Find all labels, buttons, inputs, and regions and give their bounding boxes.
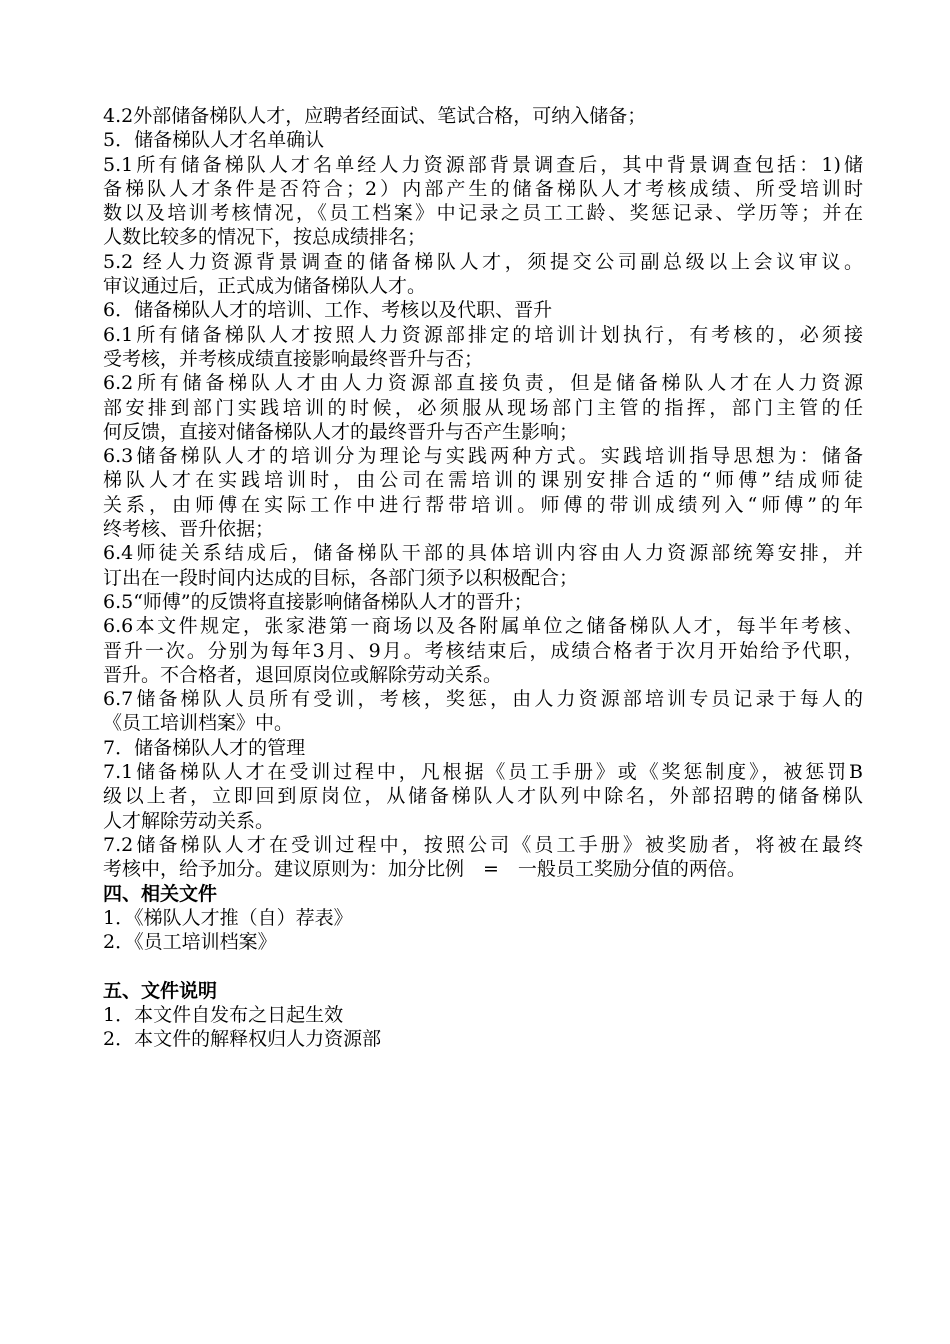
text-line: 梯队人才在实践培训时，由公司在需培训的课别安排合适的“师傅”结成师徒 bbox=[103, 469, 863, 492]
text-line: 7．储备梯队人才的管理 bbox=[103, 736, 306, 759]
text-line: 7.1储备梯队人才在受训过程中，凡根据《员工手册》或《奖惩制度》，被惩罚B bbox=[103, 761, 863, 784]
text-line: 数以及培训考核情况，《员工档案》中记录之员工工龄、奖惩记录、学历等；并在 bbox=[103, 202, 863, 225]
text-line: 何反馈，直接对储备梯队人才的最终晋升与否产生影响； bbox=[103, 420, 579, 443]
text-line: 关系，由师傅在实际工作中进行帮带培训。师傅的带训成绩列入“师傅”的年 bbox=[103, 493, 863, 516]
section-4-item-1: 1．《梯队人才推（自）荐表》 bbox=[103, 906, 353, 929]
text-line: 级以上者，立即回到原岗位，从储备梯队人才队列中除名，外部招聘的储备梯队 bbox=[103, 785, 863, 808]
section-4-heading: 四、相关文件 bbox=[103, 882, 218, 905]
blank-spacer bbox=[103, 954, 863, 978]
section-5-item-1: 1．本文件自发布之日起生效 bbox=[103, 1003, 344, 1026]
text-line: 7.2储备梯队人才在受训过程中，按照公司《员工手册》被奖励者，将被在最终 bbox=[103, 833, 863, 856]
text-line: 审议通过后，正式成为储备梯队人才。 bbox=[103, 275, 427, 298]
text-line: 5.1所有储备梯队人才名单经人力资源部背景调查后，其中背景调查包括：1)储 bbox=[103, 153, 863, 176]
text-line: 6.4师徒关系结成后，储备梯队干部的具体培训内容由人力资源部统筹安排，并 bbox=[103, 542, 863, 565]
text-line: 6.6本文件规定，张家港第一商场以及各附属单位之储备梯队人才，每半年考核、 bbox=[103, 615, 863, 638]
document-body bbox=[103, 104, 863, 882]
text-line: 受考核，并考核成绩直接影响最终晋升与否； bbox=[103, 347, 484, 370]
text-line: 部安排到部门实践培训的时候，必须服从现场部门主管的指挥，部门主管的任 bbox=[103, 396, 863, 419]
text-line: 晋升一次。分别为每年3月、9月。考核结束后，成绩合格者于次月开始给予代职， bbox=[103, 639, 863, 662]
text-line: 4.2外部储备梯队人才，应聘者经面试、笔试合格，可纳入储备； bbox=[103, 105, 647, 127]
text-line: 6.2所有储备梯队人才由人力资源部直接负责，但是储备梯队人才在人力资源 bbox=[103, 372, 863, 395]
text-line: 备梯队人才条件是否符合；2）内部产生的储备梯队人才考核成绩、所受培训时 bbox=[103, 177, 863, 200]
text-line: 5.2 经人力资源背景调查的储备梯队人才，须提交公司副总级以上会议审议。 bbox=[103, 250, 863, 273]
document-page bbox=[103, 104, 863, 1052]
text-line: 5．储备梯队人才名单确认 bbox=[103, 129, 325, 152]
text-line: 6.1所有储备梯队人才按照人力资源部排定的培训计划执行，有考核的，必须接 bbox=[103, 323, 863, 346]
text-line: 晋升。不合格者，退回原岗位或解除劳动关系。 bbox=[103, 663, 503, 686]
section-5-item-2: 2．本文件的解释权归人力资源部 bbox=[103, 1028, 382, 1051]
text-line: 6.3储备梯队人才的培训分为理论与实践两种方式。实践培训指导思想为：储备 bbox=[103, 445, 863, 468]
text-line: 终考核、晋升依据； bbox=[103, 518, 275, 541]
section-5-heading: 五、文件说明 bbox=[103, 979, 218, 1002]
section-4-item-2: 2．《员工培训档案》 bbox=[103, 931, 277, 954]
text-line: 考核中，给予加分。建议原则为：加分比例 = 一般员工奖励分值的两倍。 bbox=[103, 858, 746, 881]
text-line: 6.5“师傅”的反馈将直接影响储备梯队人才的晋升； bbox=[103, 590, 533, 613]
text-line: 《员工培训档案》中。 bbox=[103, 712, 294, 735]
text-line: 6.7储备梯队人员所有受训，考核，奖惩，由人力资源部培训专员记录于每人的 bbox=[103, 688, 863, 711]
text-line: 订出在一段时间内达成的目标，各部门须予以积极配合； bbox=[103, 566, 579, 589]
text-line: 人才解除劳动关系。 bbox=[103, 809, 275, 832]
text-line: 6．储备梯队人才的培训、工作、考核以及代职、晋升 bbox=[103, 299, 553, 322]
text-line: 人数比较多的情况下，按总成绩排名； bbox=[103, 226, 427, 249]
